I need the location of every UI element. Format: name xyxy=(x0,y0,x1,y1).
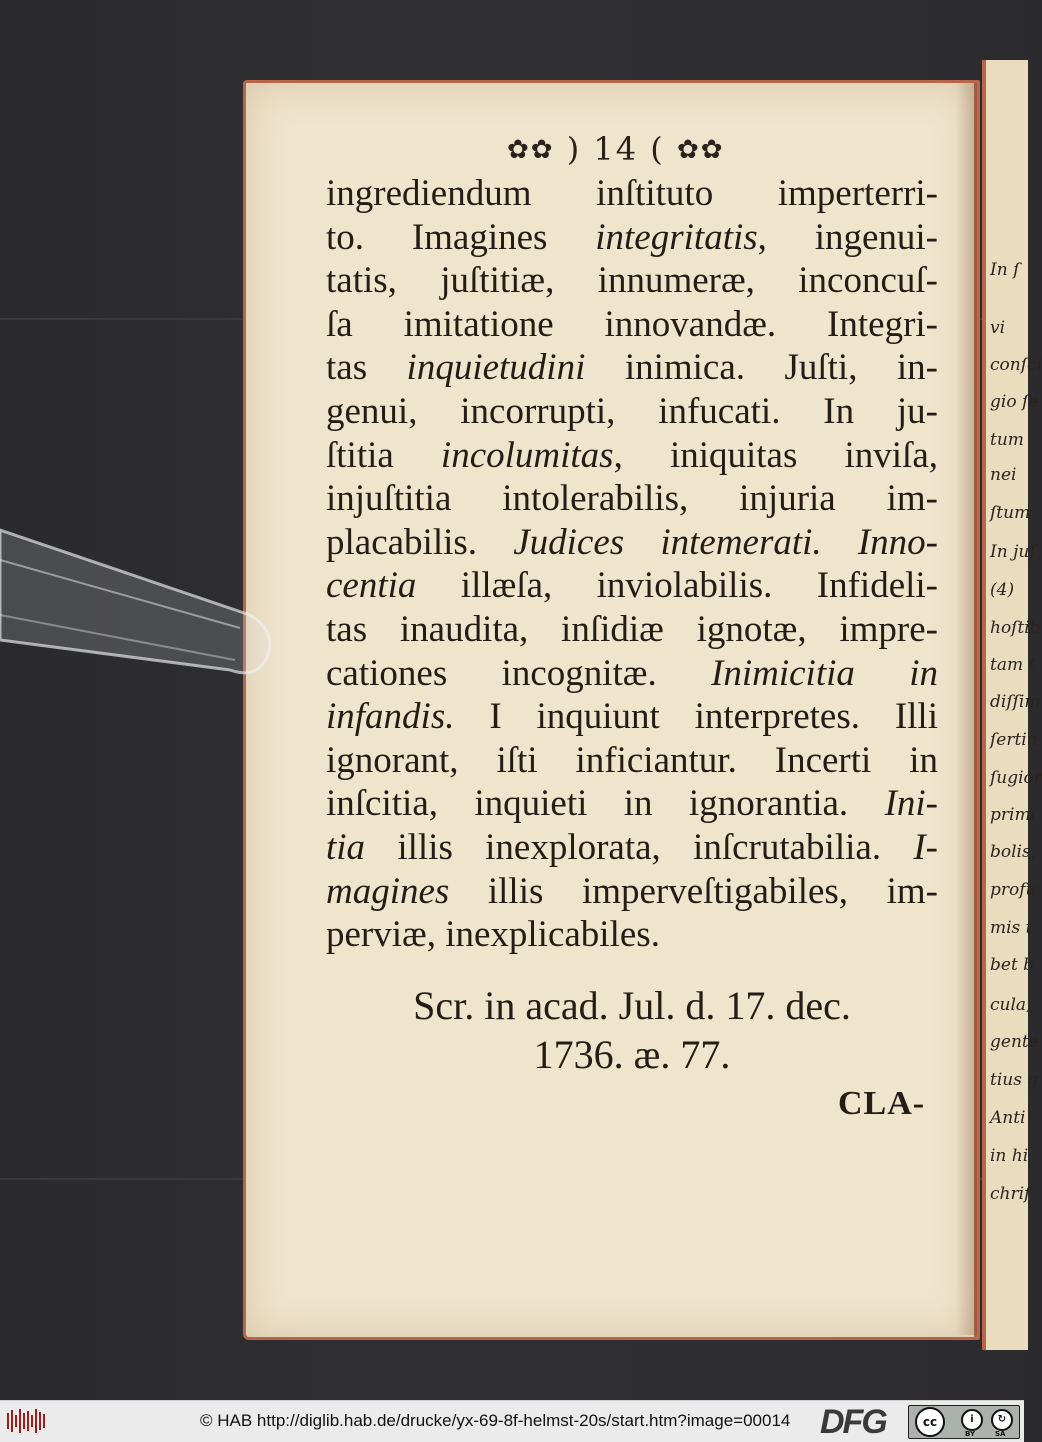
cc-icon: cc xyxy=(915,1407,945,1437)
adjacent-page-fragment: profu xyxy=(990,880,1037,900)
text-run: illæſa, inviolabilis. Infideli- xyxy=(416,565,938,607)
adjacent-page-fragment: (4) xyxy=(990,580,1015,600)
copyright-permalink[interactable]: © HAB http://diglib.hab.de/drucke/yx-69-8f-helmst-20s/start.htm?image=00014 xyxy=(200,1411,791,1430)
adjacent-page-fragment: primi xyxy=(990,805,1037,825)
main-text-block xyxy=(326,172,938,957)
text-run: ignorant, iſti inficiantur. Incerti in xyxy=(326,739,938,781)
text-line xyxy=(326,303,938,347)
text-line xyxy=(326,564,938,608)
adjacent-page-fragment: ſertin xyxy=(990,730,1038,750)
adjacent-page-fragment: Anti xyxy=(990,1108,1026,1128)
running-header xyxy=(507,130,725,168)
colophon-year: 1736. æ. 77. xyxy=(533,1032,731,1077)
text-run: tatis, juſtitiæ, innumeræ, inconcuſ- xyxy=(326,260,938,302)
catchword: CLA- xyxy=(838,1085,926,1122)
adjacent-page-fragment: tum xyxy=(990,430,1024,450)
text-run: to. Imagines xyxy=(326,216,596,258)
text-line xyxy=(326,521,938,565)
text-run: injuſtitia intolerabilis, injuria im- xyxy=(326,478,938,520)
text-line xyxy=(326,390,938,434)
italic-run: tia xyxy=(326,826,366,868)
text-run: , iniquitas inviſa, xyxy=(613,434,938,476)
adjacent-page-fragment: vi xyxy=(990,318,1006,338)
text-run: inſcitia, inquieti in ignorantia. xyxy=(326,783,885,825)
adjacent-page-fragment: bet b xyxy=(990,955,1035,975)
viewer-footer-bar xyxy=(0,1400,1024,1442)
adjacent-page-fragment: chriſ xyxy=(990,1184,1031,1204)
colophon-date: Scr. in acad. Jul. d. 17. dec. xyxy=(413,983,851,1028)
adjacent-page-fragment: hoſtib xyxy=(990,618,1041,638)
italic-run: Judices intemerati. Inno- xyxy=(513,521,938,563)
adjacent-page-fragment: In juſ xyxy=(990,542,1036,562)
flower-ornament-icon: ✿✿ xyxy=(507,135,555,165)
adjacent-page-fragment: In ſ xyxy=(990,260,1020,280)
text-line xyxy=(326,172,938,216)
text-run: tas inaudita, inſidiæ ignotæ, impre- xyxy=(326,608,938,650)
italic-run: integritatis xyxy=(595,216,758,258)
text-line xyxy=(326,652,938,696)
creative-commons-license-badge[interactable] xyxy=(908,1405,1020,1439)
adjacent-page-fragment: mis t xyxy=(990,918,1033,938)
text-line xyxy=(326,346,938,390)
text-line xyxy=(326,739,938,783)
italic-run: Ini- xyxy=(884,783,938,825)
italic-run: magines xyxy=(326,870,450,912)
italic-run: inquietudini xyxy=(406,347,586,389)
text-run: , ingenui- xyxy=(757,216,939,258)
adjacent-page-fragment: gente xyxy=(990,1032,1039,1052)
adjacent-page-fragment: bolis, xyxy=(990,842,1037,862)
text-line xyxy=(326,695,938,739)
text-line xyxy=(326,434,938,478)
italic-run: Inimicitia in xyxy=(711,652,938,694)
italic-run: I- xyxy=(913,826,938,868)
text-run: genui, incorrupti, infucati. In ju- xyxy=(326,390,938,432)
text-run: I inquiunt interpretes. Illi xyxy=(454,696,938,738)
flower-ornament-icon: ✿✿ xyxy=(676,135,725,165)
cc-sa-label: SA xyxy=(995,1430,1006,1438)
adjacent-page-fragment: cula, xyxy=(990,995,1032,1015)
text-run: placabilis. xyxy=(326,521,514,563)
text-run: ſa imitatione innovandæ. Integri- xyxy=(326,303,938,345)
text-line xyxy=(326,216,938,260)
text-run: illis imperveſtigabiles, im- xyxy=(449,870,938,912)
italic-run: infandis. xyxy=(326,696,455,738)
adjacent-page-fragment: tam t xyxy=(990,655,1036,675)
text-run: perviæ, inexplicabiles. xyxy=(326,914,660,956)
page-number: ) 14 ( xyxy=(566,130,665,168)
text-run: illis inexplorata, inſcrutabilia. xyxy=(365,826,914,868)
attribution-icon: i xyxy=(961,1409,983,1431)
dfg-logo[interactable]: DFG xyxy=(820,1403,886,1441)
adjacent-page-fragment: conſci xyxy=(990,355,1042,375)
adjacent-page-fragment: nei xyxy=(990,465,1017,485)
text-line xyxy=(326,870,938,914)
text-line xyxy=(326,608,938,652)
adjacent-page-fragment: in hi xyxy=(990,1146,1029,1166)
text-line xyxy=(326,477,938,521)
italic-run: incolumitas xyxy=(440,434,614,476)
adjacent-page xyxy=(982,60,1042,1350)
adjacent-page-fragment: gio ſe xyxy=(990,392,1039,412)
page-gutter-shadow xyxy=(955,83,977,1335)
text-line xyxy=(326,782,938,826)
text-run: inimica. Juſti, in- xyxy=(585,347,938,389)
text-run: cationes incognitæ. xyxy=(326,652,712,694)
share-alike-icon: ↻ xyxy=(991,1409,1013,1431)
adjacent-page-fragment: ſtum xyxy=(990,503,1031,523)
cc-by-label: BY xyxy=(965,1430,976,1438)
text-run: tas xyxy=(326,347,407,389)
text-line xyxy=(326,913,938,957)
text-line xyxy=(326,259,938,303)
adjacent-page-fragment: diſſim xyxy=(990,692,1041,712)
text-line xyxy=(326,826,938,870)
text-run: ſtitia xyxy=(326,434,441,476)
text-run: ingrediendum inſtituto imperterri- xyxy=(326,173,938,214)
adjacent-page-fragment: tius g xyxy=(990,1070,1039,1090)
hab-library-logo-icon[interactable] xyxy=(6,1407,48,1435)
adjacent-page-fragment: ſugior xyxy=(990,768,1042,788)
italic-run: centia xyxy=(326,565,417,607)
